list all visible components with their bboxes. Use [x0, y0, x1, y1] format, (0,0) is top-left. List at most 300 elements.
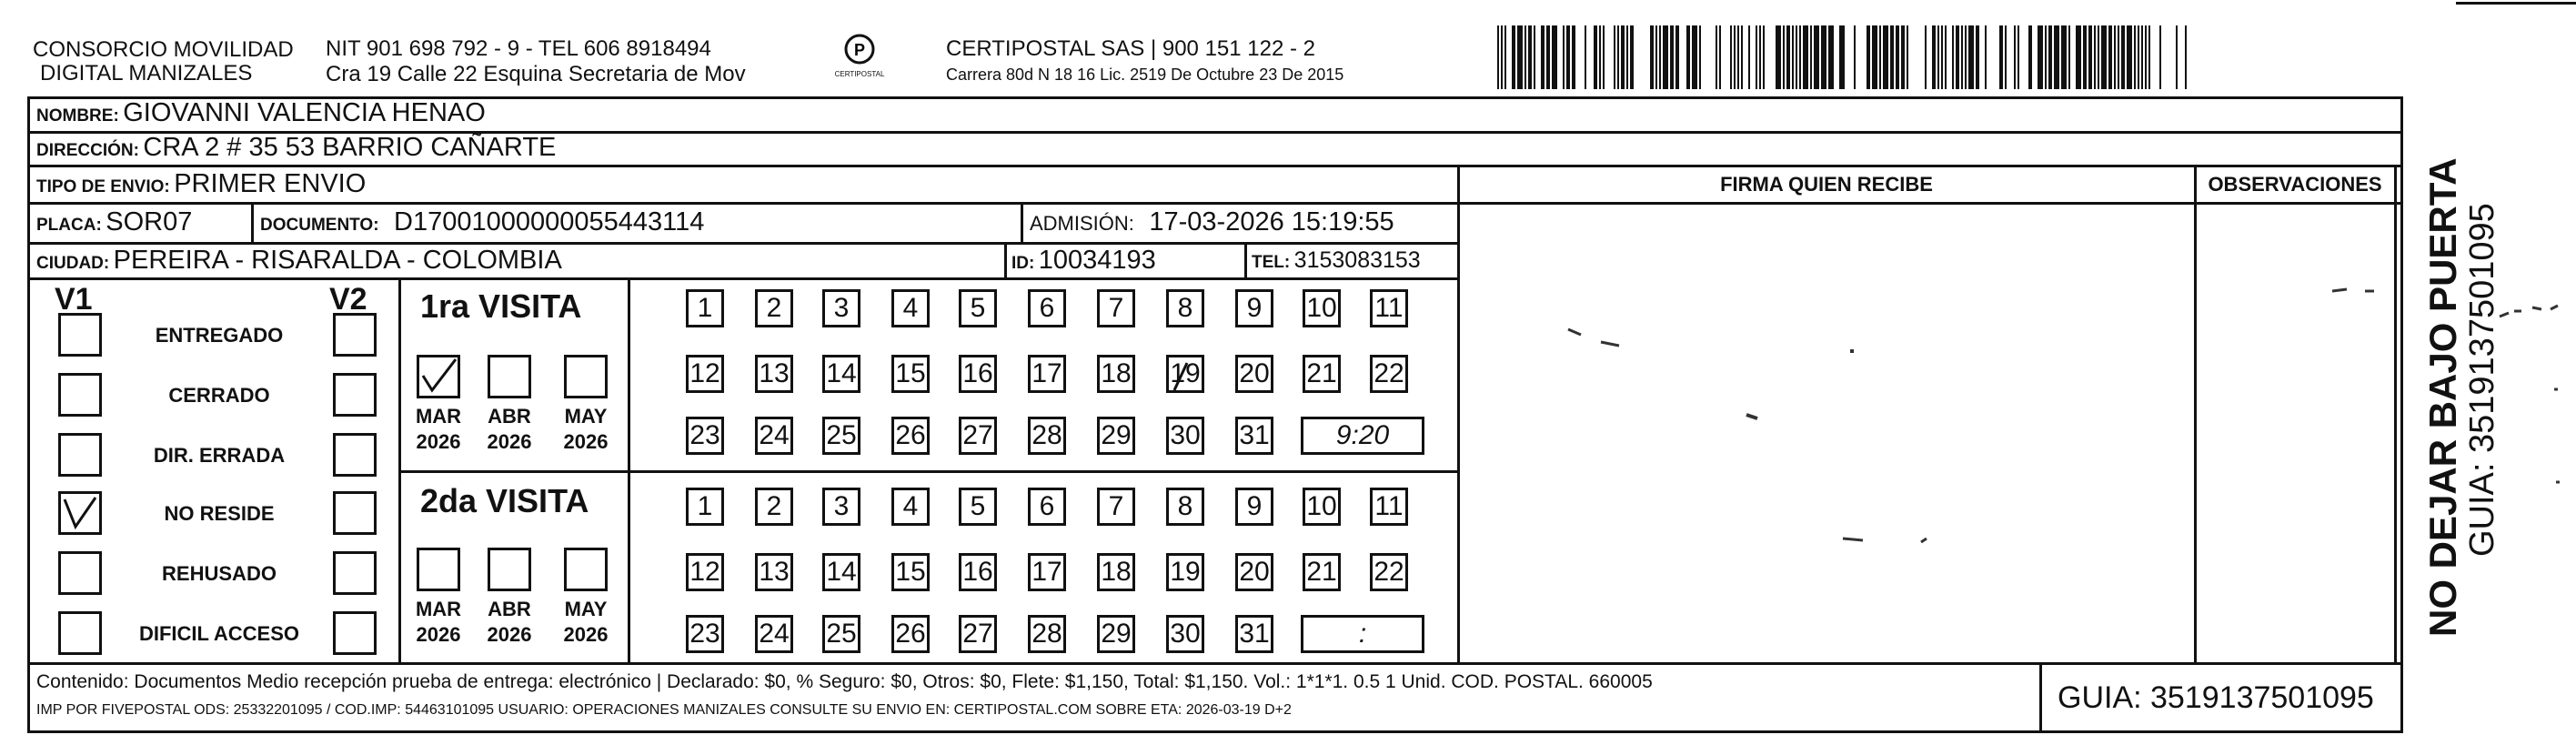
nit-line: NIT 901 698 792 - 9 - TEL 606 8918494: [326, 36, 711, 61]
first-visit-day-box[interactable]: [1303, 355, 1341, 393]
v1-checkbox[interactable]: [58, 313, 102, 357]
barcode-bar: [1534, 25, 1535, 89]
svg-text:P: P: [853, 41, 866, 59]
status-label: ENTREGADO: [155, 324, 284, 347]
second-visit-month-checkbox[interactable]: [417, 548, 460, 591]
time-value: :: [1358, 619, 1367, 649]
day-number: 4: [902, 491, 919, 521]
documento-cell: [260, 207, 704, 237]
tel-label: TEL:: [1252, 253, 1291, 272]
first-visit-day-box[interactable]: [1028, 355, 1066, 393]
first-visit-day-box[interactable]: [755, 289, 793, 327]
second-visit-day-box[interactable]: [891, 488, 930, 526]
tel-divider: [1244, 242, 1247, 277]
barcode-bar: [1650, 25, 1654, 89]
first-visit-day-box[interactable]: [891, 355, 930, 393]
barcode-bar: [2108, 25, 2112, 89]
footer-line-1: Contenido: Documentos Medio recepción prueba de entrega: electrónico | Declarado: $0, % Seguro: $0, Otros: $0, Flete: $1,150, Total: $1,150. Vol.: 1*1*1. 0.5 1 Unid. COD. POSTAL. 660005: [36, 671, 1653, 692]
day-number: 26: [895, 619, 926, 649]
barcode-bar: [2045, 25, 2047, 89]
day-number: 8: [1177, 293, 1193, 323]
barcode-bar: [2014, 25, 2016, 89]
month-name: MAY: [564, 598, 608, 620]
barcode-bar: [2054, 25, 2059, 89]
barcode-bar: [1896, 25, 1899, 89]
v2-checkbox[interactable]: [333, 611, 377, 655]
first-visit-day-box[interactable]: [822, 417, 860, 455]
second-visit-day-box[interactable]: [755, 553, 793, 591]
v2-checkbox[interactable]: [333, 313, 377, 357]
first-visit-day-box[interactable]: [1166, 417, 1204, 455]
ciudad-value: PEREIRA - RISARALDA - COLOMBIA: [113, 246, 562, 275]
second-visit-day-box[interactable]: [1370, 488, 1408, 526]
second-visit-day-box[interactable]: [1097, 553, 1135, 591]
barcode-bar: [1814, 25, 1819, 89]
first-visit-time-box[interactable]: [1301, 417, 1424, 455]
barcode-bar: [1730, 25, 1732, 89]
first-visit-day-box[interactable]: [1028, 417, 1066, 455]
day-number: 23: [689, 420, 720, 450]
v1-checkbox[interactable]: [58, 551, 102, 595]
id-cell: [1011, 246, 1156, 276]
first-visit-day-box[interactable]: [1370, 289, 1408, 327]
company-line-2: DIGITAL MANIZALES: [40, 61, 253, 86]
second-visit-day-box[interactable]: [1303, 488, 1341, 526]
admision-cell: [1030, 207, 1394, 237]
day-number: 10: [1306, 293, 1337, 323]
barcode-bar: [1961, 25, 1963, 89]
id-label: ID:: [1011, 254, 1035, 273]
day-number: 4: [902, 293, 919, 323]
barcode-bar: [2185, 25, 2187, 89]
first-visit-day-box[interactable]: [755, 355, 793, 393]
status-label: REHUSADO: [162, 562, 277, 585]
footer-guia: GUIA: 3519137501095: [2058, 680, 2374, 715]
v1-checkbox[interactable]: [58, 433, 102, 477]
second-visit-day-box[interactable]: [959, 615, 997, 653]
day-number: 12: [689, 557, 720, 587]
day-number: 2: [766, 293, 782, 323]
barcode-bar: [2076, 25, 2081, 89]
day-number: 27: [962, 619, 993, 649]
day-number: 6: [1039, 491, 1055, 521]
v2-checkbox[interactable]: [333, 551, 377, 595]
day-number: 21: [1306, 557, 1337, 587]
day-number: 14: [826, 358, 857, 388]
side-guia: GUIA: 3519137501095: [2463, 203, 2501, 557]
barcode-bar: [1956, 25, 1959, 89]
barcode-bar: [1759, 25, 1761, 89]
company-line-1: CONSORCIO MOVILIDAD: [33, 37, 294, 62]
barcode-bar: [2118, 25, 2119, 89]
barcode-bar: [2018, 25, 2019, 89]
day-number: 16: [962, 358, 993, 388]
day-number: 12: [689, 358, 720, 388]
day-number: 28: [1031, 619, 1062, 649]
first-visit-month-label: [477, 404, 542, 455]
barcode-bar: [1879, 25, 1881, 89]
first-visit-day-box[interactable]: [1166, 289, 1204, 327]
barcode-bar: [1796, 25, 1797, 89]
row-line-2: [27, 165, 2403, 167]
v2-checkbox[interactable]: [333, 373, 377, 417]
barcode-bar: [1968, 25, 1974, 89]
first-visit-day-box[interactable]: [891, 417, 930, 455]
barcode-bar: [2114, 25, 2116, 89]
barcode-bar: [1854, 25, 1856, 89]
barcode-bar: [1566, 25, 1570, 89]
barcode-bar: [1504, 25, 1506, 89]
barcode-bar: [1952, 25, 1954, 89]
barcode-bar: [2005, 25, 2007, 89]
day-number: 25: [826, 420, 857, 450]
month-name: ABR: [488, 598, 531, 620]
day-number: 30: [1170, 619, 1201, 649]
direccion-row: [36, 133, 556, 163]
day-number: 5: [970, 293, 986, 323]
barcode-bar: [2121, 25, 2125, 89]
first-visit-day-box[interactable]: [686, 417, 724, 455]
second-visit-time-box[interactable]: [1301, 615, 1424, 653]
id-value: 10034193: [1038, 246, 1156, 275]
first-visit-day-box[interactable]: [1166, 355, 1204, 393]
barcode-bar: [1932, 25, 1936, 89]
barcode-bar: [1883, 25, 1888, 89]
second-visit-day-box[interactable]: [822, 553, 860, 591]
time-value: 9:20: [1335, 420, 1390, 450]
barcode-bar: [1748, 25, 1750, 89]
day-number: 16: [962, 557, 993, 587]
first-visit-day-box[interactable]: [959, 417, 997, 455]
barcode-bar: [1686, 25, 1690, 89]
barcode-bar: [1783, 25, 1785, 89]
barcode-bar: [1621, 25, 1625, 89]
nombre-label: NOMBRE:: [36, 106, 119, 126]
barcode-bar: [2098, 25, 2099, 89]
placa-value: SOR07: [106, 207, 193, 237]
first-visit-day-box[interactable]: [1097, 417, 1135, 455]
documento-value: D17001000000055443114: [394, 207, 705, 237]
v2-label: V2: [329, 282, 367, 317]
direccion-label: DIRECCIÓN:: [36, 141, 139, 160]
barcode-bar: [1839, 25, 1845, 89]
first-visit-title: 1ra VISITA: [420, 287, 582, 325]
barcode-bar: [1630, 25, 1634, 89]
second-visit-month-label: [477, 597, 542, 648]
check-mark-icon: [419, 357, 458, 396]
tipo-label: TIPO DE ENVIO:: [36, 177, 170, 196]
logo-text: CERTIPOSTAL: [834, 70, 885, 78]
tel-cell: [1252, 247, 1421, 274]
admision-value: 17-03-2026 15:19:55: [1149, 207, 1394, 237]
status-label: NO RESIDE: [164, 502, 275, 525]
day-number: 20: [1239, 557, 1270, 587]
barcode-bar: [1803, 25, 1808, 89]
barcode-bar: [1907, 25, 1908, 89]
check-mark-icon: [61, 494, 99, 532]
barcode-bar: [2083, 25, 2087, 89]
documento-label: DOCUMENTO:: [260, 216, 379, 235]
second-visit-month-label: [406, 597, 471, 648]
second-visit-day-box[interactable]: [686, 615, 724, 653]
day-number: 27: [962, 420, 993, 450]
barcode-bar: [1524, 25, 1526, 89]
admision-divider: [1021, 202, 1023, 242]
barcode-bar: [1572, 25, 1575, 89]
day-number: 18: [1101, 358, 1132, 388]
second-visit-day-box[interactable]: [959, 488, 997, 526]
barcode-bar: [1901, 25, 1905, 89]
day-number: 9: [1246, 293, 1263, 323]
barcode-bar: [1541, 25, 1545, 89]
first-visit-day-box[interactable]: [1235, 417, 1273, 455]
signature-marks: [1459, 278, 2396, 660]
barcode-bar: [2159, 25, 2161, 89]
first-visit-month-label: [406, 404, 471, 455]
second-visit-day-box[interactable]: [1028, 615, 1066, 653]
day-number: 24: [759, 619, 790, 649]
footer-top-line: [27, 662, 2403, 665]
day-number: 11: [1374, 491, 1404, 521]
day-number: 18: [1101, 557, 1132, 587]
first-visit-month-checkbox[interactable]: [488, 355, 531, 398]
footer-divider: [2039, 662, 2042, 733]
barcode-bar: [1552, 25, 1557, 89]
second-visit-day-box[interactable]: [755, 615, 793, 653]
barcode-bar: [1659, 25, 1661, 89]
day-number: 1: [697, 293, 713, 323]
placa-label: PLACA:: [36, 216, 102, 235]
day-number: 21: [1306, 358, 1337, 388]
barcode-bar: [1528, 25, 1532, 89]
barcode: [1497, 25, 2196, 89]
barcode-bar: [2148, 25, 2150, 89]
second-visit-day-box[interactable]: [822, 488, 860, 526]
day-number: 14: [826, 557, 857, 587]
second-visit-day-box[interactable]: [1303, 553, 1341, 591]
v2-checkbox[interactable]: [333, 491, 377, 535]
barcode-bar: [1945, 25, 1947, 89]
barcode-bar: [1563, 25, 1565, 89]
v2-checkbox[interactable]: [333, 433, 377, 477]
admision-label: ADMISIÓN:: [1030, 212, 1134, 235]
barcode-bar: [1512, 25, 1515, 89]
day-number: 30: [1170, 420, 1201, 450]
day-number: 19: [1170, 358, 1201, 388]
month-year: 2026: [487, 623, 532, 646]
day-number: 2: [766, 491, 782, 521]
second-visit-month-label: [553, 597, 619, 648]
barcode-bar: [1985, 25, 1987, 89]
barcode-bar: [1719, 25, 1721, 89]
first-visit-day-box[interactable]: [959, 355, 997, 393]
barcode-bar: [1497, 25, 1499, 89]
first-visit-day-box[interactable]: [1303, 289, 1341, 327]
day-number: 25: [826, 619, 857, 649]
barcode-bar: [1810, 25, 1812, 89]
second-visit-day-box[interactable]: [686, 488, 724, 526]
side-marks: [2496, 273, 2569, 500]
barcode-bar: [1872, 25, 1877, 89]
day-number: 20: [1239, 358, 1270, 388]
second-visit-day-box[interactable]: [1028, 553, 1066, 591]
second-visit-day-box[interactable]: [1370, 553, 1408, 591]
first-visit-day-box[interactable]: [686, 355, 724, 393]
second-visit-day-box[interactable]: [1166, 553, 1204, 591]
first-visit-month-checkbox[interactable]: [417, 355, 460, 398]
barcode-bar: [2141, 25, 2143, 89]
day-number: 7: [1108, 491, 1124, 521]
v1-checkbox[interactable]: [58, 373, 102, 417]
check-mark-icon: [1169, 357, 1205, 394]
ciudad-label: CIUDAD:: [36, 254, 110, 273]
month-year: 2026: [563, 430, 609, 453]
first-visit-day-box[interactable]: [822, 289, 860, 327]
barcode-bar: [1925, 25, 1927, 89]
barcode-bar: [1617, 25, 1619, 89]
first-visit-day-box[interactable]: [686, 289, 724, 327]
barcode-bar: [2061, 25, 2067, 89]
second-visit-day-box[interactable]: [686, 553, 724, 591]
barcode-bar: [1517, 25, 1523, 89]
nombre-row: [36, 98, 486, 128]
first-visit-day-box[interactable]: [1097, 355, 1135, 393]
day-number: 24: [759, 420, 790, 450]
day-number: 10: [1306, 491, 1337, 521]
day-number: 31: [1239, 619, 1270, 649]
barcode-bar: [1821, 25, 1826, 89]
barcode-bar: [1828, 25, 1834, 89]
day-number: 22: [1374, 557, 1404, 587]
second-visit-day-box[interactable]: [755, 488, 793, 526]
barcode-bar: [2028, 25, 2032, 89]
barcode-bar: [1546, 25, 1550, 89]
barcode-bar: [1976, 25, 1979, 89]
day-number: 9: [1246, 491, 1263, 521]
second-visit-day-box[interactable]: [1235, 553, 1273, 591]
day-number: 11: [1374, 293, 1404, 323]
second-visit-day-box[interactable]: [891, 553, 930, 591]
barcode-bar: [1699, 25, 1701, 89]
barcode-bar: [1937, 25, 1939, 89]
day-number: 13: [759, 358, 790, 388]
second-visit-day-box[interactable]: [1097, 488, 1135, 526]
second-visit-day-box[interactable]: [1235, 615, 1273, 653]
barcode-bar: [2088, 25, 2092, 89]
first-visit-day-box[interactable]: [1235, 289, 1273, 327]
barcode-bar: [1585, 25, 1586, 89]
status-label: DIR. ERRADA: [153, 444, 286, 467]
footer-line-2: IMP POR FIVEPOSTAL ODS: 25332201095 / COD.IMP: 54463101095 USUARIO: OPERACIONES MANIZALES CONSULTE SU ENVIO EN: CERTIPOSTAL.COM SOBRE ETA: 2026-03-19 D+2: [36, 702, 1292, 718]
barcode-bar: [1741, 25, 1743, 89]
tipo-value: PRIMER ENVIO: [174, 169, 367, 198]
barcode-bar: [1501, 25, 1503, 89]
barcode-bar: [1603, 25, 1605, 89]
second-visit-month-checkbox[interactable]: [564, 548, 608, 591]
day-number: 13: [759, 557, 790, 587]
day-number: 23: [689, 619, 720, 649]
row-line-5: [27, 277, 1459, 280]
barcode-bar: [1716, 25, 1717, 89]
day-number: 26: [895, 420, 926, 450]
month-year: 2026: [487, 430, 532, 453]
barcode-bar: [2138, 25, 2139, 89]
day-number: 1: [697, 491, 713, 521]
barcode-bar: [1792, 25, 1794, 89]
barcode-bar: [1799, 25, 1801, 89]
first-visit-month-checkbox[interactable]: [564, 355, 608, 398]
day-number: 29: [1101, 619, 1132, 649]
tipo-row: [36, 169, 366, 199]
company-name: [33, 38, 294, 86]
firma-header: FIRMA QUIEN RECIBE: [1720, 173, 1933, 196]
barcode-bar: [1867, 25, 1870, 89]
placa-cell: [36, 207, 192, 237]
barcode-bar: [1614, 25, 1615, 89]
second-visit-day-box[interactable]: [959, 553, 997, 591]
barcode-bar: [1594, 25, 1597, 89]
second-visit-day-box[interactable]: [1028, 488, 1066, 526]
second-visit-day-box[interactable]: [1166, 615, 1204, 653]
barcode-bar: [1663, 25, 1668, 89]
obs-header-line: [1459, 202, 2403, 205]
first-visit-day-box[interactable]: [1235, 355, 1273, 393]
month-name: MAR: [415, 405, 462, 428]
visit-split-line: [398, 470, 1459, 473]
second-visit-day-box[interactable]: [1235, 488, 1273, 526]
barcode-bar: [2176, 25, 2178, 89]
first-visit-day-box[interactable]: [1097, 289, 1135, 327]
barcode-bar: [1670, 25, 1674, 89]
second-visit-month-checkbox[interactable]: [488, 548, 531, 591]
first-visit-day-box[interactable]: [891, 289, 930, 327]
barcode-bar: [1737, 25, 1739, 89]
v1-checkbox[interactable]: [58, 491, 102, 535]
barcode-bar: [2127, 25, 2132, 89]
second-visit-day-box[interactable]: [891, 615, 930, 653]
address-line: Cra 19 Calle 22 Esquina Secretaria de Mov: [326, 62, 746, 86]
direccion-value: CRA 2 # 35 53 BARRIO CAÑARTE: [143, 133, 557, 162]
barcode-bar: [1763, 25, 1765, 89]
observaciones-header: OBSERVACIONES: [2208, 173, 2382, 196]
tel-value: 3153083153: [1293, 247, 1421, 273]
first-visit-day-box[interactable]: [1370, 355, 1408, 393]
second-visit-day-box[interactable]: [1097, 615, 1135, 653]
day-number: 17: [1031, 358, 1062, 388]
barcode-bar: [1786, 25, 1790, 89]
top-corner-rule: [2456, 2, 2576, 5]
first-visit-day-box[interactable]: [755, 417, 793, 455]
certipostal-logo-icon: [841, 33, 878, 65]
month-name: MAY: [564, 405, 608, 428]
company-contact: [326, 36, 746, 87]
second-visit-day-box[interactable]: [822, 615, 860, 653]
first-visit-day-box[interactable]: [822, 355, 860, 393]
day-number: 3: [833, 491, 850, 521]
barcode-bar: [1734, 25, 1736, 89]
v1-checkbox[interactable]: [58, 611, 102, 655]
certipostal-line: CERTIPOSTAL SAS | 900 151 122 - 2: [946, 36, 1315, 61]
barcode-bar: [1599, 25, 1601, 89]
barcode-bar: [1675, 25, 1679, 89]
day-number: 7: [1108, 293, 1124, 323]
first-visit-day-box[interactable]: [1028, 289, 1066, 327]
day-number: 15: [895, 557, 926, 587]
second-visit-day-box[interactable]: [1166, 488, 1204, 526]
month-year: 2026: [416, 430, 461, 453]
first-visit-day-box[interactable]: [959, 289, 997, 327]
barcode-bar: [2094, 25, 2096, 89]
